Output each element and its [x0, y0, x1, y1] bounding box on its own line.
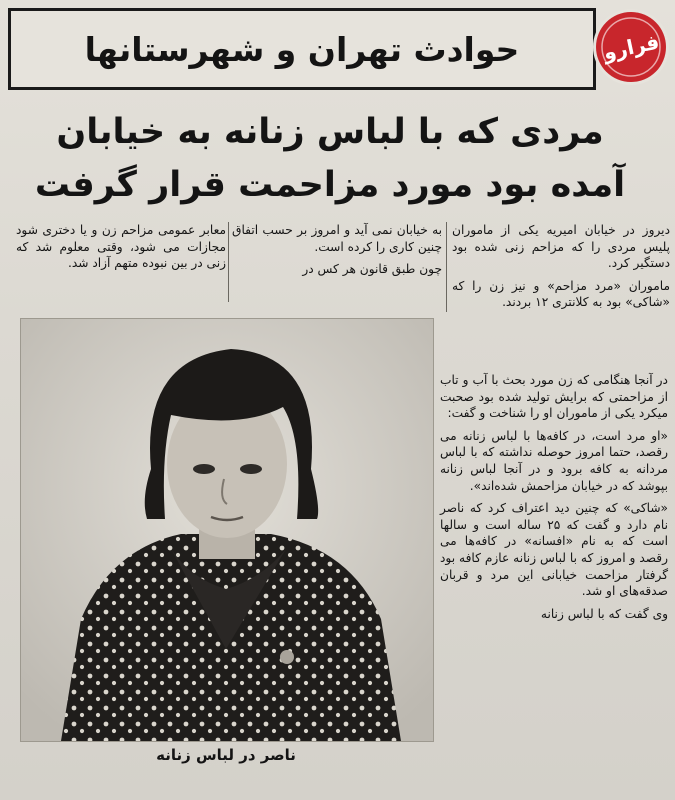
paragraph: «او مرد است، در کافه‌ها با لباس زنانه می رقصد، حتما امروز حوصله نداشته که با لباس مردانه به کافه برود و در آنجا لباس زنانه بپوشد که در خیابان مزاحمش شده‌اند». [440, 428, 668, 493]
site-logo[interactable] [596, 12, 666, 82]
logo-text: فرارو [600, 29, 662, 65]
photo-caption: ناصر در لباس زنانه [156, 746, 296, 764]
column-divider [446, 222, 447, 312]
paragraph: وی گفت که با لباس زنانه [540, 606, 668, 621]
section-title: حوادث تهران و شهرستانها [84, 29, 520, 69]
article-column-middle [232, 222, 442, 284]
portrait-image [21, 319, 433, 741]
paragraph: به خیابان نمی آید و امروز بر حسب اتفاق چنین کاری را کرده است. [232, 223, 442, 254]
article-column-left [16, 222, 226, 278]
headline-line-2: آمده بود مورد مزاحمت قرار گرفت [34, 165, 626, 205]
paragraph: دیروز در خیابان امیریه یکی از ماموران پلیس مردی را که مزاحم زنی شده بود دستگیر کرد. [452, 223, 670, 271]
article-column-right [452, 222, 670, 317]
paragraph: چون طبق قانون هر کس در [302, 262, 442, 277]
paragraph: معابر عمومی مزاحم زن و یا دختری شود مجازات می شود، وقتی معلوم شد که زنی در بین نبوده متهم آزاد شد. [16, 223, 226, 271]
portrait-photo [20, 318, 434, 742]
paragraph: در آنجا هنگامی که زن مورد بحث با آب و تاب از مزاحمتی که برایش تولید شده بود صحبت میکرد یکی از ماموران او را شناخت و گفت: [440, 373, 668, 421]
paragraph: «شاکی» که چنین دید اعتراف کرد که ناصر نام دارد و گفت که ۲۵ ساله است و سالها است که به نام «افسانه» در کافه‌ها می رقصد و امروز که با لباس زنانه عازم کافه بود گرفتار مزاحمت خیابانی این مرد و قربان صدقه‌های او شد. [440, 501, 668, 599]
section-header-box [8, 8, 596, 90]
article-column-beside-photo [440, 372, 668, 628]
headline-line-1: مردی که با لباس زنانه به خیابان [56, 112, 604, 152]
paragraph: ماموران «مرد مزاحم» و نیز زن را که «شاکی» بود به کلانتری ۱۲ بردند. [452, 278, 670, 310]
column-divider [228, 222, 229, 302]
